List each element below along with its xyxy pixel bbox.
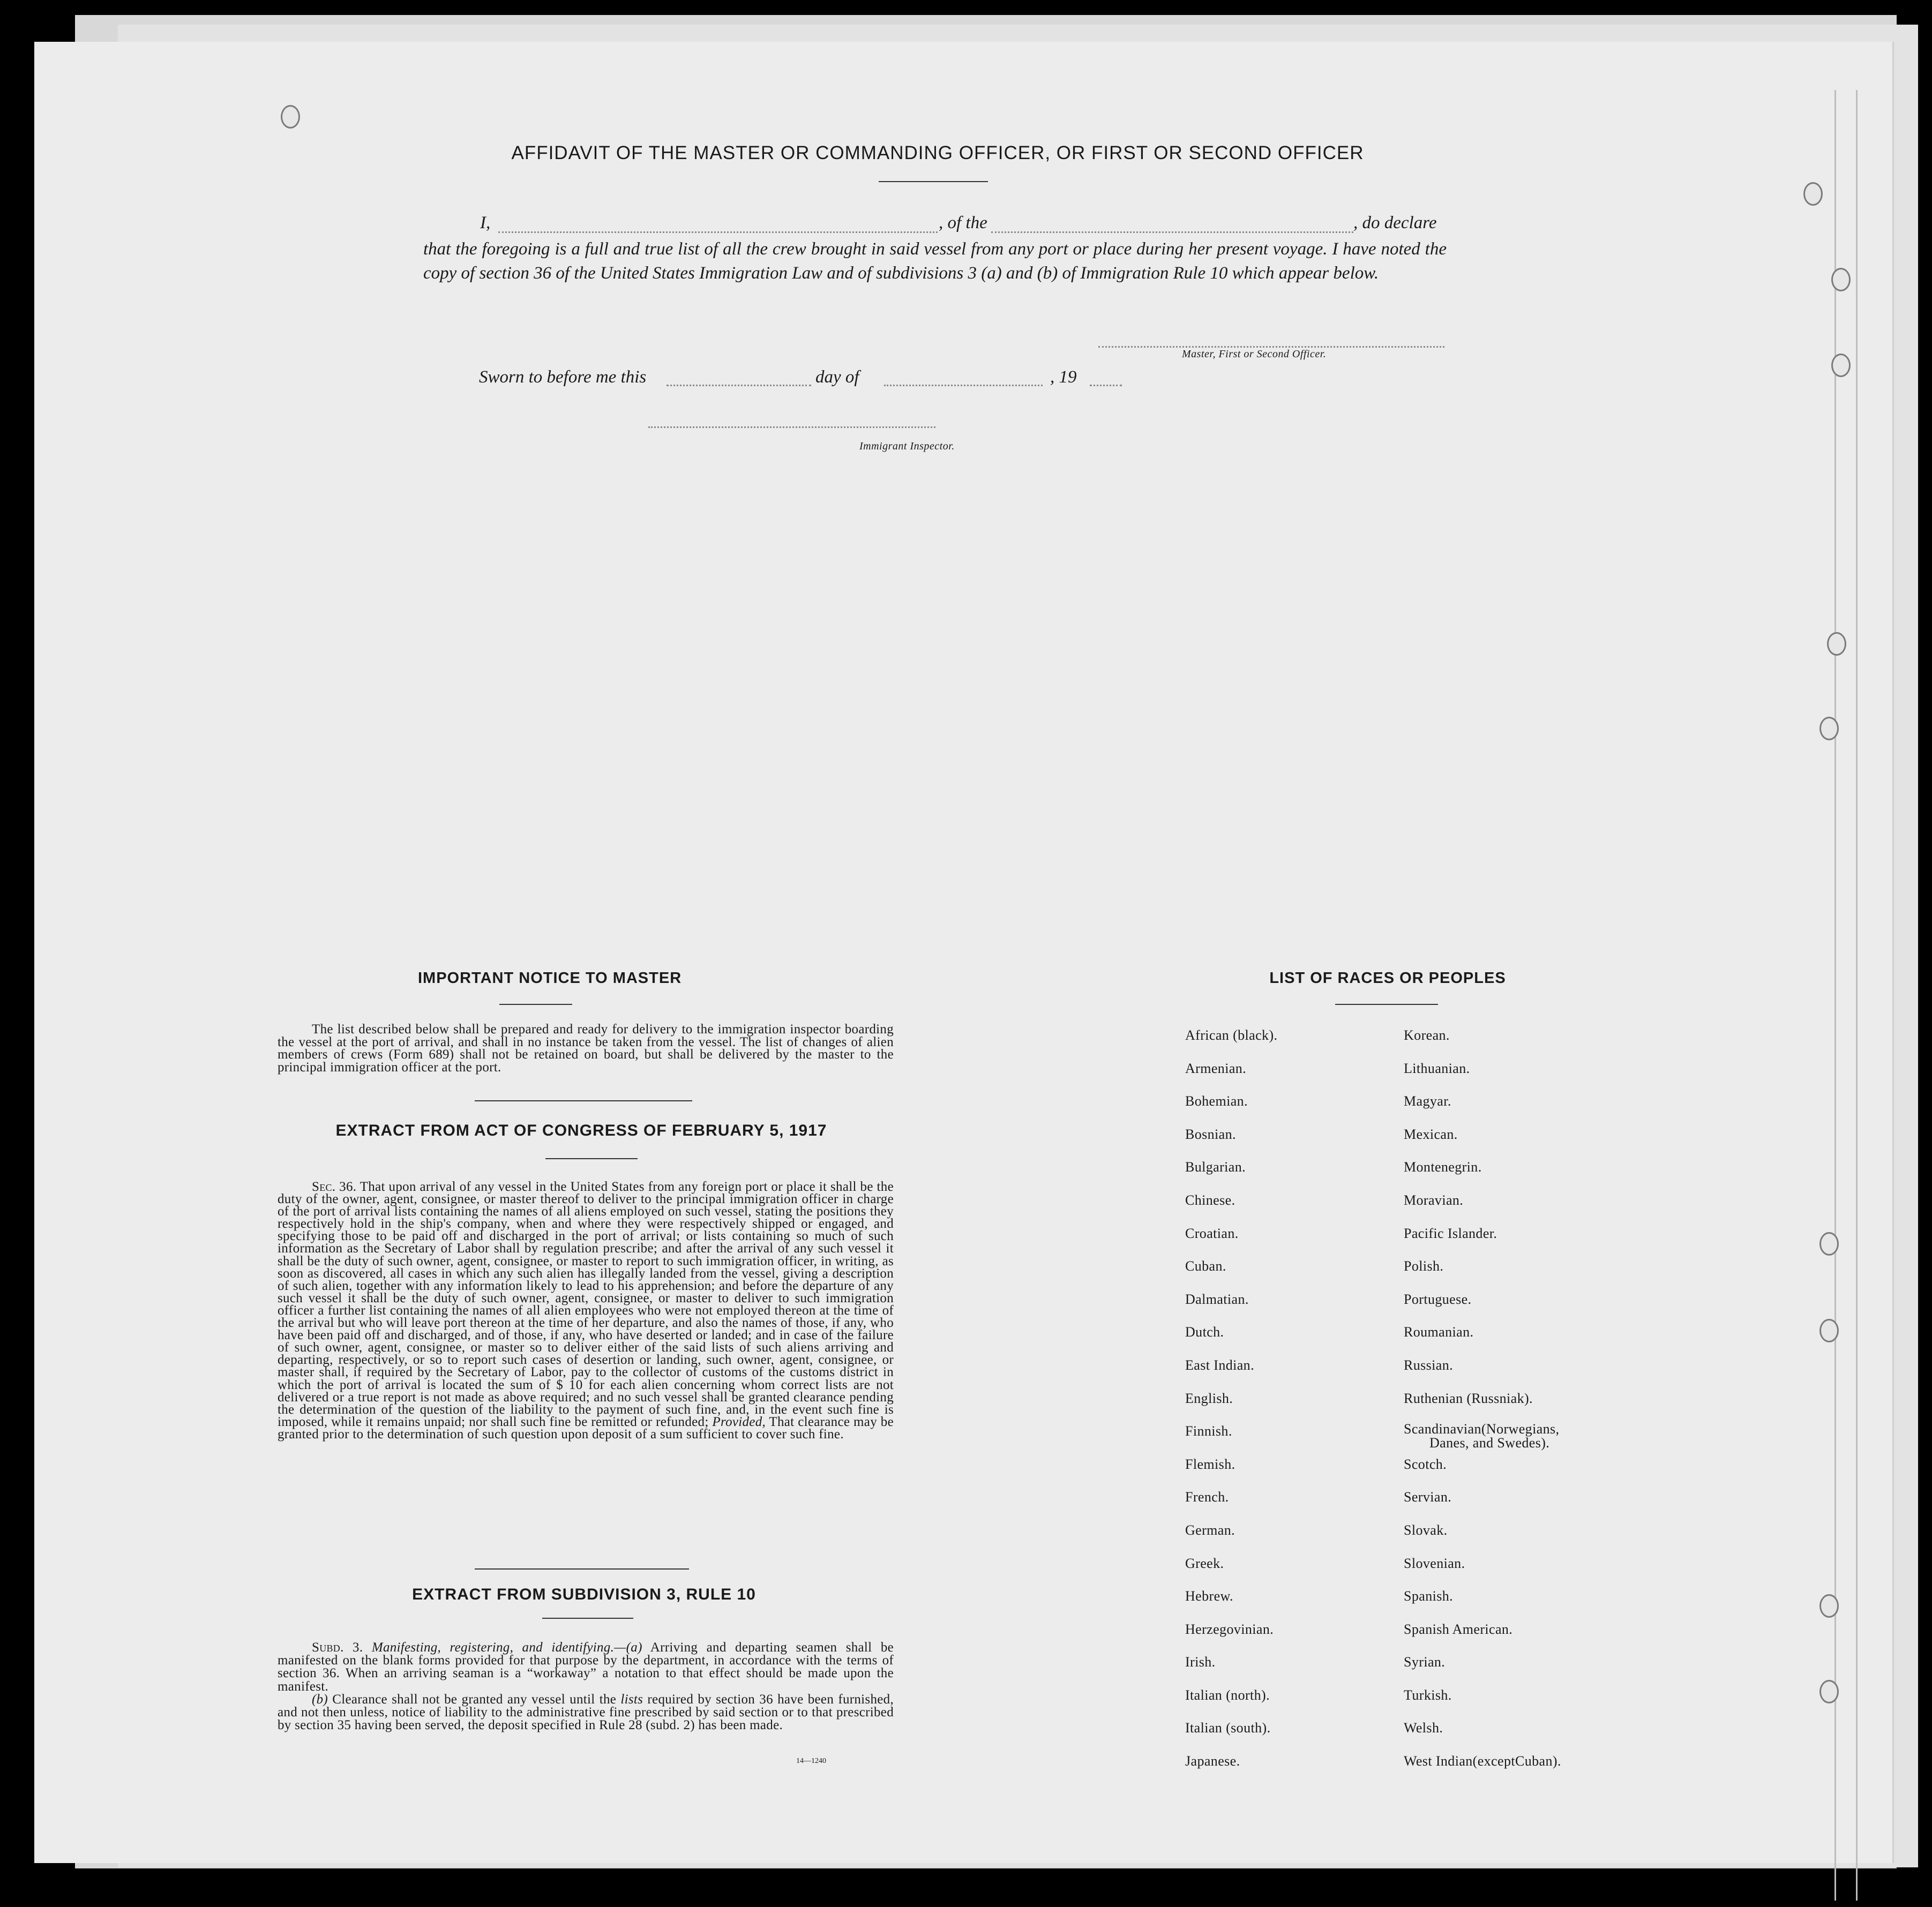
- race-item: Dutch.: [1185, 1324, 1224, 1340]
- race-item: Slovenian.: [1404, 1555, 1465, 1571]
- punch-hole-icon: [1803, 182, 1823, 206]
- race-item: Chinese.: [1185, 1192, 1235, 1208]
- race-item: Pacific Islander.: [1404, 1225, 1497, 1241]
- sworn-prefix: Sworn to before me this: [479, 367, 647, 387]
- race-item: Spanish American.: [1404, 1621, 1513, 1637]
- act-extract-title: EXTRACT FROM ACT OF CONGRESS OF FEBRUARY 5, 1917: [335, 1122, 827, 1139]
- section-divider: [475, 1100, 692, 1101]
- race-item: English.: [1185, 1390, 1233, 1406]
- race-item: Greek.: [1185, 1555, 1224, 1571]
- page-edge-line: [1856, 90, 1858, 1901]
- act-body-part1: That upon arrival of any vessel in the United States from any foreign port or place it shall be the duty of the owner, agent, consignee, or master thereof to deliver to the principal immigration officer in charge of the port of arrival lists containing the names of all aliens employed on such vessel, stating the positions they respectively hold in the ship's company, when and where they were respectively shipped or engaged, and specifying those to be paid off and discharged in the port of arrival; or lists containing so much of such information as the Secretary of Labor shall by regulation prescribe; and after the arrival of any such vessel it shall be the duty of such owner, agent, consignee, or master to report to such immigration officer, in writing, as soon as discovered, all cases in which any such alien has illegally landed from the vessel, giving a description of such alien, together with any information likely to lead to his apprehension; and before the departure of any such vessel it shall be the duty of such owner, agent, consignee, or master to deliver to such immigration officer a further list containing the names of all alien employees who were not employed thereon at the time of the arrival but who will leave port thereon at the time of her departure, and also the names of those, if any, who have been paid off and discharged, and of those, if any, who have deserted or landed; and in case of the failure of such owner, agent, consignee, or master so to deliver either of the said lists of such aliens arriving and departing, respectively, or so to report such cases of desertion or landing, such owner, agent, consignee, or master shall, if required by the Secretary of Labor, pay to the collector of customs of the customs district in which the port of arrival is located the sum of $ 10 for each alien concerning whom correct lists are not delivered or a true report is not made as above required; and no such vessel shall be granted clearance pending the determination of the question of the liability to the payment of such fine, and, in the event such fine is imposed, while it remains unpaid; nor shall such fine be remitted or refunded;: [278, 1180, 894, 1429]
- race-item: Korean.: [1404, 1027, 1450, 1043]
- title-underline: [879, 181, 988, 182]
- punch-hole-icon: [1819, 1594, 1839, 1618]
- rule-para-b: [278, 1693, 894, 1732]
- affidavit-of-the-label: , of the: [939, 213, 987, 232]
- notice-body: The list described below shall be prepared and ready for delivery to the immigration inspector boarding the vessel at the port of arrival, and shall in no instance be taken from the vessel. The list of changes of alien members of crews (Form 689) shall not be retained on board, but shall be delivered by the master to the principal immigration officer at the port.: [278, 1022, 894, 1075]
- notice-title: IMPORTANT NOTICE TO MASTER: [418, 970, 682, 987]
- affidavit-title: AFFIDAVIT OF THE MASTER OR COMMANDING OFFICER, OR FIRST OR SECOND OFFICER: [511, 142, 1364, 163]
- punch-hole-icon: [1819, 1319, 1839, 1342]
- signature-label: Master, First or Second Officer.: [1182, 348, 1327, 360]
- race-item: Magyar.: [1404, 1093, 1451, 1109]
- sworn-day-of-label: day of: [815, 367, 859, 387]
- sec-label: Sec. 36.: [312, 1180, 357, 1194]
- act-extract-underline: [545, 1158, 638, 1159]
- race-item: French.: [1185, 1489, 1229, 1505]
- race-item: Syrian.: [1404, 1654, 1446, 1670]
- races-underline: [1335, 1004, 1438, 1005]
- race-item: Bosnian.: [1185, 1126, 1236, 1142]
- section-divider: [475, 1568, 689, 1570]
- para-b-mark: (b): [312, 1692, 328, 1707]
- race-item: African (black).: [1185, 1027, 1278, 1043]
- race-item: Croatian.: [1185, 1225, 1239, 1241]
- lists-word: lists: [620, 1692, 643, 1707]
- race-item: Italian (south).: [1185, 1720, 1271, 1736]
- race-item: West Indian(exceptCuban).: [1404, 1753, 1561, 1769]
- para-b-text-2: required by section 36 have been furnished, and not then unless, notice of liability to the administrative fine prescribed by said section or to that prescribed by section 35 having been served, the deposit specified in Rule 28 (subd. 2) has been made.: [278, 1692, 894, 1733]
- race-item: Ruthenian (Russniak).: [1404, 1390, 1533, 1406]
- signature-blank[interactable]: [1098, 346, 1444, 348]
- para-b-text-1: Clearance shall not be granted any vessel until the: [328, 1692, 621, 1707]
- rule-extract-underline: [542, 1618, 633, 1619]
- races-column-1: [1185, 1019, 1277, 1778]
- race-item: Japanese.: [1185, 1753, 1240, 1769]
- race-item: Spanish.: [1404, 1588, 1454, 1604]
- manifest-page: [34, 42, 1894, 1863]
- vessel-blank[interactable]: [991, 231, 1353, 233]
- rule-para-a: [278, 1641, 894, 1693]
- sworn-month-blank[interactable]: [884, 385, 1043, 386]
- race-item: [1404, 1415, 1561, 1451]
- form-number: 14—1240: [796, 1757, 826, 1765]
- race-item: East Indian.: [1185, 1357, 1254, 1373]
- race-item: Polish.: [1404, 1258, 1444, 1274]
- race-item: Flemish.: [1185, 1456, 1235, 1472]
- race-item: Turkish.: [1404, 1687, 1452, 1703]
- race-item: Russian.: [1404, 1357, 1454, 1373]
- sworn-day-blank[interactable]: [667, 385, 811, 386]
- name-blank[interactable]: [498, 231, 938, 233]
- affidavit-i-label: I,: [480, 213, 491, 232]
- race-item: Hebrew.: [1185, 1588, 1233, 1604]
- race-item: Armenian.: [1185, 1060, 1247, 1076]
- inspector-signature-blank[interactable]: [648, 426, 935, 428]
- inspector-label: Immigrant Inspector.: [859, 440, 955, 452]
- race-item: Welsh.: [1404, 1720, 1443, 1736]
- para-a-text: Arriving and departing seamen shall be manifested on the blank forms provided for that purpose by the department, in accordance with the terms of section 36. When an arriving seaman is a “workaway” a notation to that effect should be made upon the manifest.: [278, 1640, 894, 1694]
- provided-word: Provided,: [712, 1414, 766, 1429]
- affidavit-do-declare-label: , do declare: [1353, 213, 1437, 232]
- punch-hole-icon: [1819, 1232, 1839, 1256]
- race-item-text: Scandinavian(Norwegians,: [1404, 1421, 1560, 1437]
- race-item-continuation: Danes, and Swedes).: [1429, 1435, 1550, 1451]
- rule-extract-body: [278, 1641, 894, 1732]
- race-item: Mexican.: [1404, 1126, 1458, 1142]
- race-item: Finnish.: [1185, 1423, 1232, 1439]
- race-item: Lithuanian.: [1404, 1060, 1470, 1076]
- act-body-part2: That clearance may be granted prior to the determination of such question upon deposit of a sum sufficient to cover such fine.: [278, 1414, 894, 1441]
- para-a-mark: —(a): [614, 1640, 642, 1655]
- act-extract-body: [278, 1181, 894, 1440]
- race-item: Bohemian.: [1185, 1093, 1248, 1109]
- affidavit-body: that the foregoing is a full and true list of all the crew brought in said vessel from any port or place during her present voyage. I have noted the copy of section 36 of the United States Immigration Law and of subdivisions 3 (a) and (b) of Immigration Rule 10 which appear below.: [423, 239, 1447, 283]
- subd-heading: Manifesting, registering, and identifying.: [363, 1640, 615, 1655]
- punch-hole-icon: [281, 105, 300, 129]
- race-item: Herzegovinian.: [1185, 1621, 1274, 1637]
- punch-hole-icon: [1831, 354, 1851, 377]
- race-item: Bulgarian.: [1185, 1159, 1246, 1175]
- punch-hole-icon: [1831, 268, 1851, 291]
- race-item: Scotch.: [1404, 1456, 1447, 1472]
- notice-underline: [499, 1004, 572, 1005]
- punch-hole-icon: [1827, 632, 1846, 656]
- punch-hole-icon: [1819, 1680, 1839, 1703]
- race-item: Slovak.: [1404, 1522, 1448, 1538]
- race-item: Irish.: [1185, 1654, 1216, 1670]
- race-item: Dalmatian.: [1185, 1291, 1249, 1307]
- races-title: LIST OF RACES OR PEOPLES: [1269, 970, 1506, 987]
- race-item: Portuguese.: [1404, 1291, 1472, 1307]
- sworn-year-label: , 19: [1050, 367, 1077, 387]
- race-item: Montenegrin.: [1404, 1159, 1482, 1175]
- races-column-2: [1404, 1019, 1561, 1778]
- subd-label: Subd. 3.: [312, 1640, 363, 1655]
- race-item: German.: [1185, 1522, 1235, 1538]
- sworn-year-blank[interactable]: [1090, 385, 1122, 386]
- race-item: Servian.: [1404, 1489, 1452, 1505]
- punch-hole-icon: [1819, 717, 1839, 740]
- rule-extract-title: EXTRACT FROM SUBDIVISION 3, RULE 10: [412, 1586, 756, 1603]
- race-item: Italian (north).: [1185, 1687, 1270, 1703]
- race-item: Moravian.: [1404, 1192, 1464, 1208]
- race-item: Roumanian.: [1404, 1324, 1474, 1340]
- race-item: Cuban.: [1185, 1258, 1226, 1274]
